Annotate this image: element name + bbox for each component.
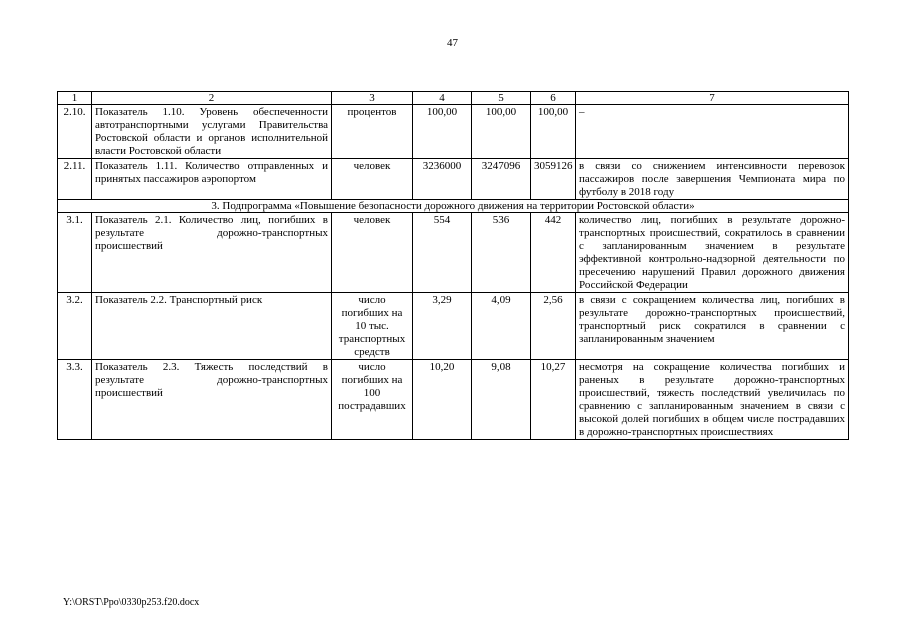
subprogram-row (58, 200, 849, 213)
value-cell: 3247096 (472, 159, 531, 200)
value-cell: 100,00 (531, 105, 576, 159)
indicator-name: Показатель 2.2. Транспортный риск (92, 293, 332, 360)
header-cell: 3 (332, 92, 413, 105)
indicator-name: Показатель 2.3. Тяжесть последствий в результате дорожно-транспортных происшествий (92, 360, 332, 440)
header-cell: 1 (58, 92, 92, 105)
footer-file-path: Y:\ORST\Ppo\0330p253.f20.docx (63, 597, 200, 608)
unit: число погибших на 100 пострадавших (332, 360, 413, 440)
value-cell: 9,08 (472, 360, 531, 440)
value-cell: 3236000 (413, 159, 472, 200)
indicator-name: Показатель 1.10. Уровень обеспеченности автотранспортными услугами Правительства Ростовской области и органов исполнительной власти Ростовской области (92, 105, 332, 159)
header-cell: 5 (472, 92, 531, 105)
row-number: 2.11. (58, 159, 92, 200)
table-row (58, 213, 849, 293)
unit: человек (332, 159, 413, 200)
page-number: 47 (447, 37, 458, 49)
header-cell: 7 (576, 92, 849, 105)
value-cell: 100,00 (472, 105, 531, 159)
value-cell: 2,56 (531, 293, 576, 360)
table-row (58, 105, 849, 159)
table-row (58, 293, 849, 360)
value-cell: 100,00 (413, 105, 472, 159)
indicator-name: Показатель 1.11. Количество отправленных и принятых пассажиров аэропортом (92, 159, 332, 200)
value-cell: 4,09 (472, 293, 531, 360)
value-cell: 10,20 (413, 360, 472, 440)
unit: число погибших на 10 тыс. транспортных средств (332, 293, 413, 360)
table-row (58, 159, 849, 200)
subprogram-title: 3. Подпрограмма «Повышение безопасности дорожного движения на территории Ростовской области» (58, 200, 849, 213)
row-number: 3.1. (58, 213, 92, 293)
note-cell: в связи со снижением интенсивности перевозок пассажиров после завершения Чемпионата мира по футболу в 2018 году (576, 159, 849, 200)
value-cell: 554 (413, 213, 472, 293)
header-cell: 6 (531, 92, 576, 105)
header-cell: 2 (92, 92, 332, 105)
indicator-table (57, 91, 849, 440)
value-cell: 536 (472, 213, 531, 293)
unit: процентов (332, 105, 413, 159)
value-cell: 3059126 (531, 159, 576, 200)
note-cell: несмотря на сокращение количества погибших и раненых в результате дорожно-транспортных происшествий, тяжесть последствий увеличилась по сравнению с запланированным значением в связи с высокой долей погибших в общем числе пострадавших в дорожно-транспортных происшествиях (576, 360, 849, 440)
row-number: 2.10. (58, 105, 92, 159)
row-number: 3.3. (58, 360, 92, 440)
value-cell: 10,27 (531, 360, 576, 440)
indicator-name: Показатель 2.1. Количество лиц, погибших в результате дорожно-транспортных происшествий (92, 213, 332, 293)
row-number: 3.2. (58, 293, 92, 360)
header-cell: 4 (413, 92, 472, 105)
table-row (58, 360, 849, 440)
note-cell: в связи с сокращением количества лиц, погибших в результате дорожно-транспортных происшествий, транспортный риск сократился в сравнении с запланированным значением (576, 293, 849, 360)
note-cell: количество лиц, погибших в результате дорожно-транспортных происшествий, сократилось в сравнении с запланированным значением в результате эффективной контрольно-надзорной деятельности по пресечению нарушений Правил дорожного движения Российской Федерации (576, 213, 849, 293)
header-row (58, 92, 849, 105)
value-cell: 3,29 (413, 293, 472, 360)
note-cell: – (576, 105, 849, 159)
value-cell: 442 (531, 213, 576, 293)
unit: человек (332, 213, 413, 293)
